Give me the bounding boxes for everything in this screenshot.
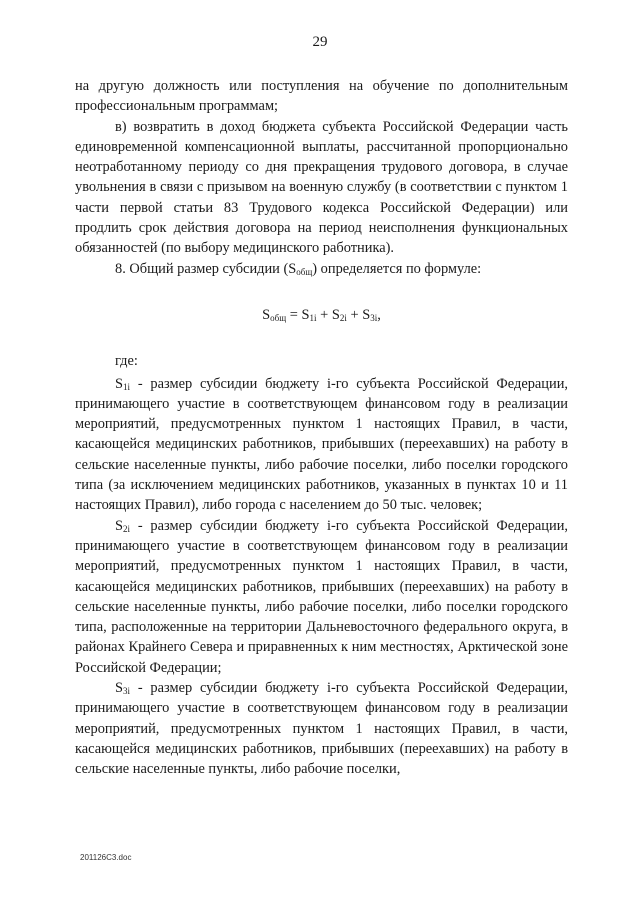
file-footer: 201126С3.doc — [80, 853, 132, 862]
paragraph-8 — [75, 259, 568, 279]
definition-s3-symbol: S — [115, 680, 124, 697]
formula-s1-sub: 1i — [309, 312, 317, 323]
formula-plus-1: + — [316, 306, 332, 323]
page-number: 29 — [312, 34, 328, 50]
formula-s-total-sub: общ — [270, 312, 287, 323]
formula-plus-2: + — [346, 306, 363, 323]
definition-s1 — [75, 374, 568, 516]
formula-s3: S — [362, 306, 371, 323]
formula-end: , — [377, 306, 381, 323]
paragraph-8-end: ) определяется по формуле: — [312, 260, 482, 277]
document-body — [75, 76, 568, 780]
definition-s1-symbol: S — [115, 375, 124, 392]
definition-s2 — [75, 516, 568, 678]
definition-s1-sub: 1i — [123, 381, 131, 392]
paragraph-item-v: в) возвратить в доход бюджета субъекта Российской Федерации часть единовременной компенсационной выплаты, рассчитанной пропорционально неотработанному периоду со дня прекращения трудового договора, в случае увольнения в связи с призывом на военную службу (в соответствии с пунктом 1 части первой статьи 83 Трудового кодекса Российской Федерации) или продлить срок действия договора на период неисполнения функциональных обязанностей (по выбору медицинского работника). — [75, 118, 568, 257]
formula-s1: S — [301, 306, 310, 323]
definition-s3-sub: 3i — [123, 686, 131, 697]
subsidy-formula — [75, 305, 568, 325]
formula-s3-sub: 3i — [370, 312, 378, 323]
definition-s2-symbol: S — [115, 517, 124, 534]
definition-s2-text: - размер субсидии бюджету i-го субъекта Российской Федерации, принимающего участие в соответствующем финансовом году в реализации мероприятий, предусмотренных пунктом 1 настоящих Правил, в части, касающейся медицинских работников, прибывших (переехавших) на работу в сельские населенные пункты, либо рабочие поселки, либо поселки городского типа, расположенные на территории Дальневосточного федерального округа, в районах Крайнего Севера и приравненных к ним местностях, Арктической зоне Российской Федерации; — [75, 517, 568, 676]
definition-s3-text: - размер субсидии бюджету i-го субъекта Российской Федерации, принимающего участие в соответствующем финансовом году в реализации мероприятий, предусмотренных пунктом 1 настоящих Правил, в части, касающейся медицинских работников, прибывших (переехавших) на работу в сельские населенные пункты, либо рабочие поселки, — [75, 680, 568, 778]
paragraph-8-start: 8. Общий размер субсидии (S — [115, 260, 297, 277]
formula-equals: = — [286, 306, 302, 323]
formula-s-total: S — [262, 306, 271, 323]
formula-s2-sub: 2i — [339, 312, 347, 323]
definition-s2-sub: 2i — [123, 523, 131, 534]
definition-s1-text: - размер субсидии бюджету i-го субъекта Российской Федерации, принимающего участие в соответствующем финансовом году в реализации мероприятий, предусмотренных пунктом 1 настоящих Правил, в части, касающейся медицинских работников, прибывших (переехавших) на работу в сельские населенные пункты, либо рабочие поселки, либо поселки городского типа (за исключением медицинских работников, указанных в пунктах 10 и 11 настоящих Правил), либо города с населением до 50 тыс. человек; — [75, 375, 568, 514]
paragraph-8-subscript: общ — [296, 266, 313, 277]
formula-s2: S — [331, 306, 340, 323]
paragraph-continuation: на другую должность или поступления на обучение по дополнительным профессиональным программам; — [75, 78, 568, 115]
where-label: где: — [115, 353, 138, 370]
definition-s3 — [75, 678, 568, 779]
